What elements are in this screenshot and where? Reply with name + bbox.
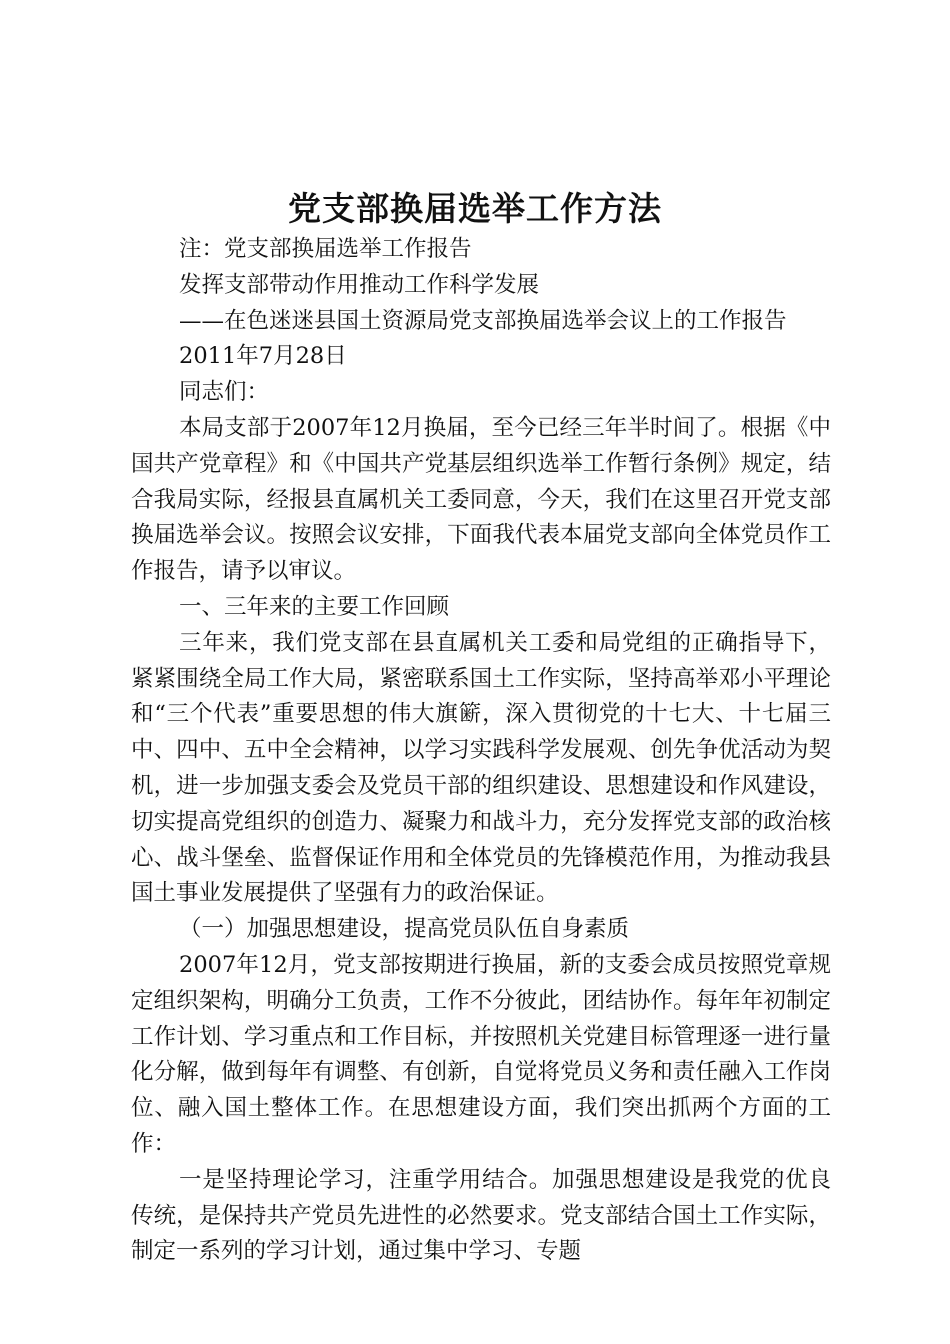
paragraph-intro: 本局支部于2007年12月换届，至今已经三年半时间了。根据《中国共产党章程》和《中国共产党基层组织选举工作暂行条例》规定，结合我局实际，经报县直属机关工委同意，今天，我们在这里召开党支部换届选举会议。按照会议安排，下面我代表本届党支部向全体党员作工作报告，请予以审议。 (131, 414, 831, 585)
paragraph-organization: 2007年12月，党支部按期进行换届，新的支委会成员按照党章规定组织架构，明确分工负责，工作不分彼此，团结协作。每年年初制定工作计划、学习重点和工作目标，并按照机关党建目标管理逐一进行量化分解，做到每年有调整、有创新，自觉将党员义务和责任融入工作岗位、融入国土整体工作。在思想建设方面，我们突出抓两个方面的工作： (131, 951, 831, 1157)
paragraph-theory-study: 一是坚持理论学习，注重学用结合。加强思想建设是我党的优良传统，是保持共产党员先进性的必然要求。党支部结合国土工作实际，制定一系列的学习计划，通过集中学习、专题 (131, 1166, 831, 1265)
report-occasion-line: ——在色迷迷县国土资源局党支部换届选举会议上的工作报告 (179, 307, 787, 334)
document-title: 党支部换届选举工作方法 (288, 189, 662, 228)
subsection-heading-1: （一）加强思想建设，提高党员队伍自身素质 (179, 916, 630, 943)
document-body (131, 232, 831, 1270)
date-line: 2011年7月28日 (179, 343, 347, 370)
subtitle-line: 发挥支部带动作用推动工作科学发展 (179, 271, 540, 298)
paragraph-review: 三年来，我们党支部在县直属机关工委和局党组的正确指导下，紧紧围绕全局工作大局，紧密联系国土工作实际，坚持高举邓小平理论和“三个代表”重要思想的伟大旗簖，深入贯彻党的十七大、十七届三中、四中、五中全会精神，以学习实践科学发展观、创先争优活动为契机，进一步加强支委会及党员干部的组织建设、思想建设和作风建设，切实提高党组织的创造力、凝聚力和战斗力，充分发挥党支部的政治核心、战斗堡垒、监督保证作用和全体党员的先锋模范作用，为推动我县国土事业发展提供了坚强有力的政治保证。 (131, 629, 831, 907)
note-line: 注：党支部换届选举工作报告 (179, 236, 472, 262)
section-heading-1: 一、三年来的主要工作回顾 (179, 593, 450, 620)
salutation-line: 同志们： (179, 379, 270, 406)
